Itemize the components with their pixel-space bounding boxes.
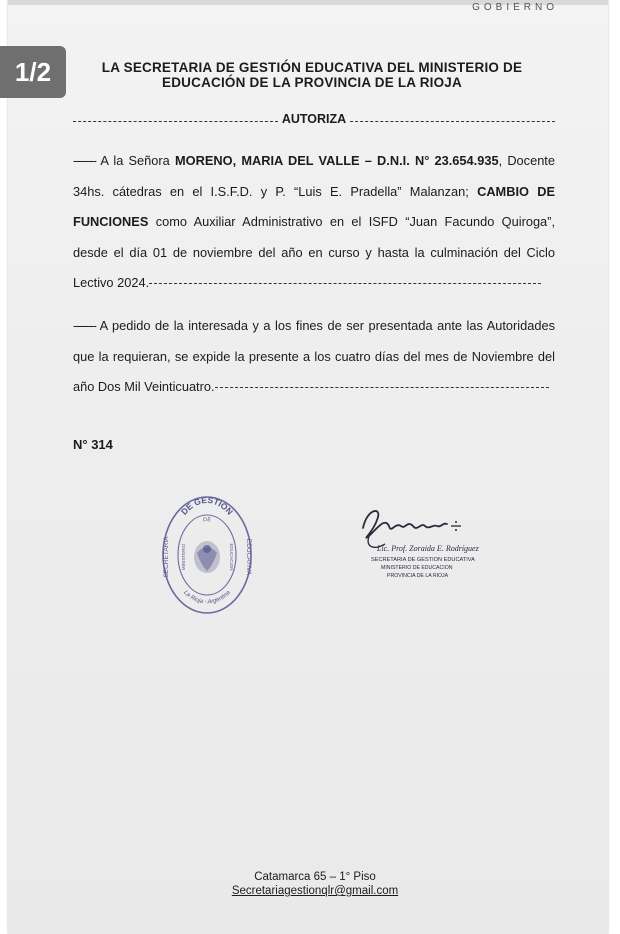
handwritten-signature bbox=[363, 511, 447, 538]
svg-text:DE bbox=[203, 517, 212, 524]
paragraph-1-fill-dashes bbox=[149, 283, 541, 284]
cambio-de-funciones: CAMBIO DE FUNCIONES bbox=[73, 183, 555, 229]
paragraph-1-text-1: A la Señora bbox=[95, 153, 175, 168]
paragraph-1-lead: ------- bbox=[73, 153, 96, 168]
svg-text:DE GESTION bbox=[179, 495, 235, 517]
document-header bbox=[92, 60, 532, 90]
page-indicator[interactable]: 1/2 bbox=[0, 46, 66, 98]
paragraph-1 bbox=[73, 146, 555, 299]
seal-bottom-text: La Rioja - Argentina bbox=[182, 589, 232, 606]
person-name-dni: MORENO, MARIA DEL VALLE – D.N.I. N° 23.654.935 bbox=[174, 153, 499, 168]
paragraph-1-text-2: , Docente 34hs. cátedras en el I.S.F.D. y P. “Luis E. Pradella” Malanzan; bbox=[73, 153, 555, 199]
svg-text:La Rioja - Argentina bbox=[182, 589, 232, 605]
document-number: N° 314 bbox=[73, 437, 113, 452]
signatory-name: Lic. Prof. Zoraida E. Rodríguez bbox=[377, 544, 479, 553]
paragraph-2 bbox=[73, 311, 555, 403]
footer-email-link[interactable]: Secretariagestionqlr@gmail.com bbox=[231, 885, 399, 897]
coat-of-arms-icon bbox=[194, 541, 220, 573]
footer-address: Catamarca 65 – 1° Piso bbox=[254, 871, 376, 883]
header-line-2: EDUCACIÓN DE LA PROVINCIA DE LA RIOJA bbox=[162, 75, 462, 90]
divider-right bbox=[350, 121, 555, 122]
signatory-title-3: PROVINCIA DE LA RIOJA bbox=[387, 573, 449, 579]
header-line-1: LA SECRETARIA DE GESTIÓN EDUCATIVA DEL MINISTERIO DE bbox=[101, 60, 523, 75]
autoriza-row bbox=[73, 112, 555, 126]
autoriza-title: AUTORIZA bbox=[281, 112, 347, 126]
document-page bbox=[8, 0, 608, 934]
seal-inner-top-text: DE bbox=[202, 516, 212, 524]
paragraph-1-text-3: como Auxiliar Administrativo en el ISFD “Juan Facundo Quiroga”, desde el día 01 de noviembre del año en curso y hasta la culminación del Ciclo Lectivo 2024. bbox=[73, 214, 555, 290]
official-seal-stamp bbox=[157, 493, 257, 618]
divider-left bbox=[73, 121, 278, 122]
seal-right-text: EDUCATIVA bbox=[245, 538, 252, 576]
paragraph-2-fill-dashes bbox=[215, 387, 549, 388]
signatory-title-2: MINISTERIO DE EDUCACION bbox=[381, 565, 453, 571]
seal-inner-right-text: EDUCACION bbox=[229, 543, 234, 571]
signatory-title-1: SECRETARIA DE GESTION EDUCATIVA bbox=[371, 557, 475, 563]
seal-left-text: SECRETARIA bbox=[163, 536, 170, 578]
gobierno-heading: GOBIERNO bbox=[472, 2, 558, 13]
paragraph-2-text: A pedido de la interesada y a los fines de ser presentada ante las Autoridades que la requieran, se expide la presente a los cuatro días del mes de Noviembre del año Dos Mil Veinticuatro. bbox=[73, 318, 555, 394]
signature-block bbox=[355, 500, 505, 590]
paragraph-2-lead: ------- bbox=[73, 318, 96, 333]
seal-inner-left-text: MINISTERIO bbox=[181, 543, 186, 571]
seal-top-text: DE GESTION bbox=[178, 494, 236, 517]
document-footer bbox=[190, 870, 440, 898]
